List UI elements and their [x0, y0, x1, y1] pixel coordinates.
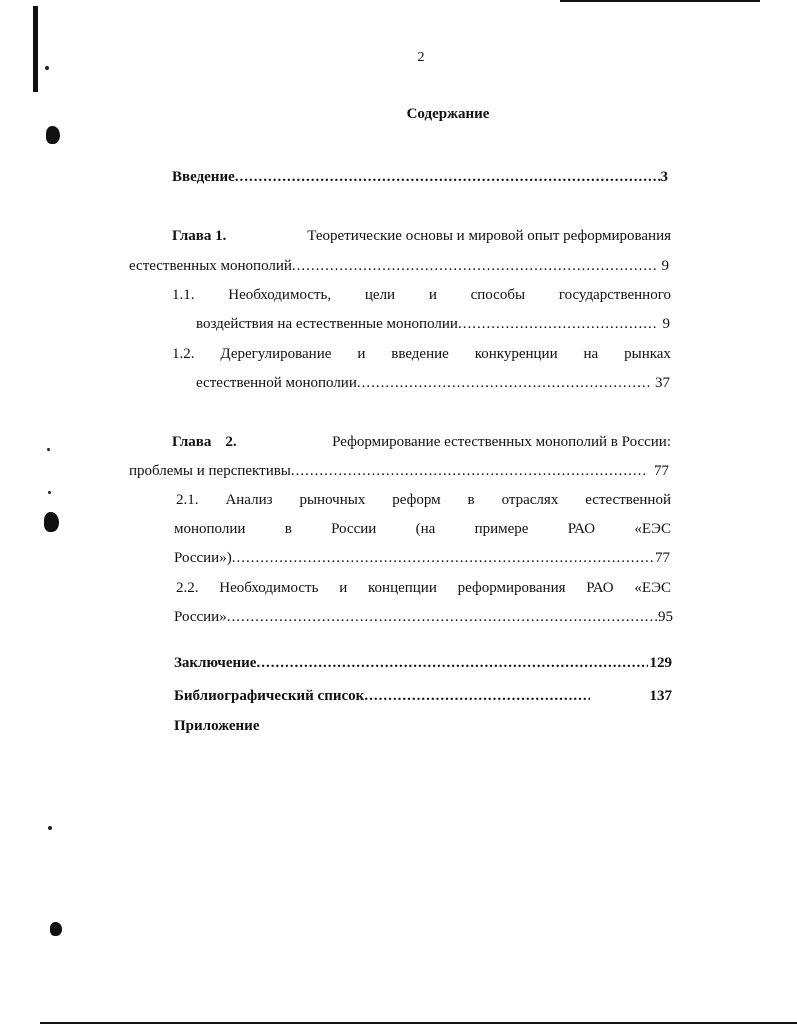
toc-entry-appendix [174, 716, 259, 736]
page-number: 2 [417, 50, 425, 65]
toc-entry-label: Заключение [174, 655, 257, 671]
word: на [583, 346, 599, 362]
toc-leader [292, 256, 656, 276]
toc-entry-label: Введение [172, 169, 235, 185]
page-title: Содержание [406, 106, 490, 122]
toc-section-1-1-heading [172, 285, 671, 305]
toc-entry-intro [172, 167, 668, 187]
word: Глава [172, 434, 212, 450]
section-number: 1.2. [172, 346, 195, 362]
scan-hole-mark [50, 922, 62, 936]
toc-section-1-1-line [196, 314, 670, 334]
word: Необходимость [219, 580, 319, 596]
toc-leader [291, 461, 648, 481]
section-number: 2.1. [176, 492, 199, 508]
word: Необходимость, [228, 287, 332, 303]
word: способы [470, 287, 526, 303]
toc-chapter-1-line [129, 256, 669, 276]
scan-hole-mark [46, 126, 60, 144]
word: в [284, 521, 292, 537]
section-title-line: России») [174, 550, 232, 566]
toc-entry-label: Приложение [174, 718, 260, 734]
toc-section-2-2-heading [176, 578, 671, 598]
word: государственного [558, 287, 671, 303]
word: РАО [567, 521, 596, 537]
toc-leader [357, 373, 649, 393]
chapter-label: Глава 1. [172, 228, 227, 244]
word: отраслях [501, 492, 559, 508]
scan-top-rule [560, 0, 760, 2]
toc-leader [235, 167, 661, 187]
chapter-title-line: проблемы и перспективы [129, 463, 291, 479]
word: в [467, 492, 475, 508]
word: монополии [174, 521, 246, 537]
chapter-title-line: Реформирование естественных монополий в России: [332, 434, 671, 450]
word: реформ [392, 492, 441, 508]
toc-chapter-2-line [129, 461, 669, 481]
word: цели [364, 287, 396, 303]
word: примере [474, 521, 529, 537]
chapter-title-line: Теоретические основы и мировой опыт реформирования [307, 228, 671, 244]
word: и [357, 346, 366, 362]
scan-hole-mark [44, 512, 59, 532]
scan-edge-mark [33, 6, 38, 92]
scan-bottom-rule [40, 1022, 797, 1024]
scan-speck [45, 66, 49, 70]
scan-speck [48, 826, 52, 830]
toc-section-2-1-heading [176, 490, 671, 510]
section-title-line: воздействия на естественные монополии [196, 316, 458, 332]
word: введение [391, 346, 449, 362]
chapter-label [172, 432, 237, 452]
toc-page-number: 137 [649, 688, 672, 704]
word: Анализ [225, 492, 273, 508]
toc-section-1-2-heading [172, 344, 671, 364]
toc-page-number: 129 [649, 655, 672, 671]
toc-page-number: 9 [661, 258, 669, 274]
toc-section-2-1-line-2 [174, 519, 671, 539]
toc-leader [227, 607, 658, 627]
word: рыночных [299, 492, 366, 508]
chapter-title-line: естественных монополий [129, 258, 292, 274]
word: 2. [225, 434, 237, 450]
word: России [331, 521, 377, 537]
word: РАО [586, 580, 614, 596]
toc-page-number: 37 [655, 375, 670, 391]
word: «ЕЭС [634, 521, 671, 537]
toc-page-number: 77 [655, 550, 670, 566]
word: «ЕЭС [634, 580, 671, 596]
toc-section-1-2-line [196, 373, 670, 393]
toc-chapter-2-heading [172, 432, 671, 452]
toc-leader [458, 314, 657, 334]
toc-leader [364, 686, 590, 706]
word: конкуренции [474, 346, 558, 362]
toc-leader [232, 548, 655, 568]
toc-section-2-1-line-3 [174, 548, 670, 568]
toc-chapter-1-heading [172, 226, 671, 246]
section-title-line: естественной монополии [196, 375, 357, 391]
toc-section-2-2-line [174, 607, 673, 627]
word: естественной [585, 492, 671, 508]
section-number: 2.2. [176, 580, 199, 596]
word: рынках [624, 346, 671, 362]
toc-page-number: 95 [658, 609, 673, 625]
toc-page-number: 9 [662, 316, 670, 332]
toc-leader [256, 653, 647, 673]
scan-speck [47, 448, 50, 451]
toc-entry-conclusion [174, 653, 672, 673]
section-number: 1.1. [172, 287, 195, 303]
toc-entry-bibliography [174, 686, 672, 706]
word: (на [415, 521, 436, 537]
word: реформирования [457, 580, 566, 596]
toc-page-number: 77 [654, 463, 669, 479]
word: и [428, 287, 437, 303]
word: и [339, 580, 348, 596]
toc-page-number: 3 [660, 169, 668, 185]
word: концепции [368, 580, 437, 596]
section-title-line: России» [174, 609, 227, 625]
scan-speck [48, 491, 51, 494]
word: Дерегулирование [220, 346, 332, 362]
toc-entry-label: Библиографический список [174, 688, 365, 704]
